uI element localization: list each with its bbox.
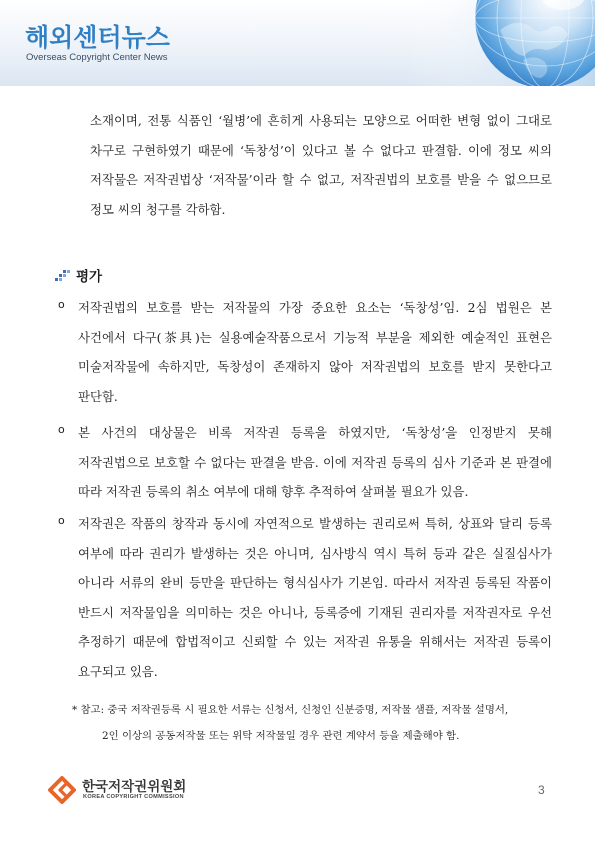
page-number: 3 — [538, 783, 545, 797]
list-item: 저작권은 작품의 창작과 동시에 자연적으로 발생하는 권리로써 특허, 상표와 달리 등록 여부에 따라 권리가 발생하는 것은 아니며, 심사방식 역시 특허 등과 같은 실질심사가 아니라 서류의 완비 등만을 판단하는 형식심사가 기본임. 따라서 저작권 등록된 작품이 반드시 저작물임을 의미하는 것은 아니나, 등록증에 기재된 권리자를 저작권자로 우선 추정하기 때문에 합법적이고 신뢰할 수 있는 저작권 유통을 위해서는 저작권 등록이 요구되고 있음. — [78, 516, 552, 679]
section-heading — [54, 264, 102, 286]
footer-org-name: 한국저작권위원회 — [82, 779, 187, 795]
bullet-marker: o — [58, 298, 65, 311]
globe-icon — [405, 0, 595, 86]
list-item: 저작권법의 보호를 받는 저작물의 가장 중요한 요소는 ‘독창성’임. 2심 법원은 본 사건에서 다구(茶具)는 실용예술작품으로서 기능적 부분을 제외한 예술적인 표현은 미술저작물에 속하지만, 독창성이 존재하지 않아 저작권법의 보호를 받지 못한다고 판단함. — [78, 300, 552, 404]
page-header — [0, 0, 595, 86]
reference-note: * 참고: 중국 저작권등록 시 필요한 서류는 신청서, 신청인 신분증명, 저작물 샘플, 저작물 설명서, — [72, 704, 509, 716]
reference-note-continued: 2인 이상의 공동저작물 또는 위탁 저작물일 경우 관련 계약서 등을 제출해야 함. — [102, 730, 460, 742]
header-subtitle: Overseas Copyright Center News — [26, 52, 168, 63]
list-item: 본 사건의 대상물은 비록 저작권 등록을 하였지만, ‘독창성’을 인정받지 못해 저작권법으로 보호할 수 없다는 판결을 받음. 이에 저작권 등록의 심사 기준과 본 판결에 따라 저작권 등록의 취소 여부에 대해 향후 추적하여 살펴볼 필요가 있음. — [78, 425, 552, 499]
section-title: 평가 — [76, 269, 103, 285]
bullet-marker: o — [58, 423, 65, 436]
header-title: 해외센터뉴스 — [25, 23, 170, 52]
bullet-marker: o — [58, 514, 65, 527]
footer-org-name-en: KOREA COPYRIGHT COMMISSION — [83, 794, 184, 800]
intro-paragraph: 소재이며, 전통 식품인 ‘월병’에 흔히게 사용되는 모양으로 어떠한 변형 없이 그대로 차구로 구현하였기 때문에 ‘독창성’이 있다고 볼 수 없다고 판결함. 이에 정모 씨의 저작물은 저작권법상 ‘저작물’이라 할 수 없고, 저작권법의 보호를 받을 수 없으므로 정모 씨의 청구를 각하함. — [90, 113, 552, 217]
section-bullet-icon — [54, 269, 70, 281]
commission-logo-icon — [48, 776, 76, 804]
